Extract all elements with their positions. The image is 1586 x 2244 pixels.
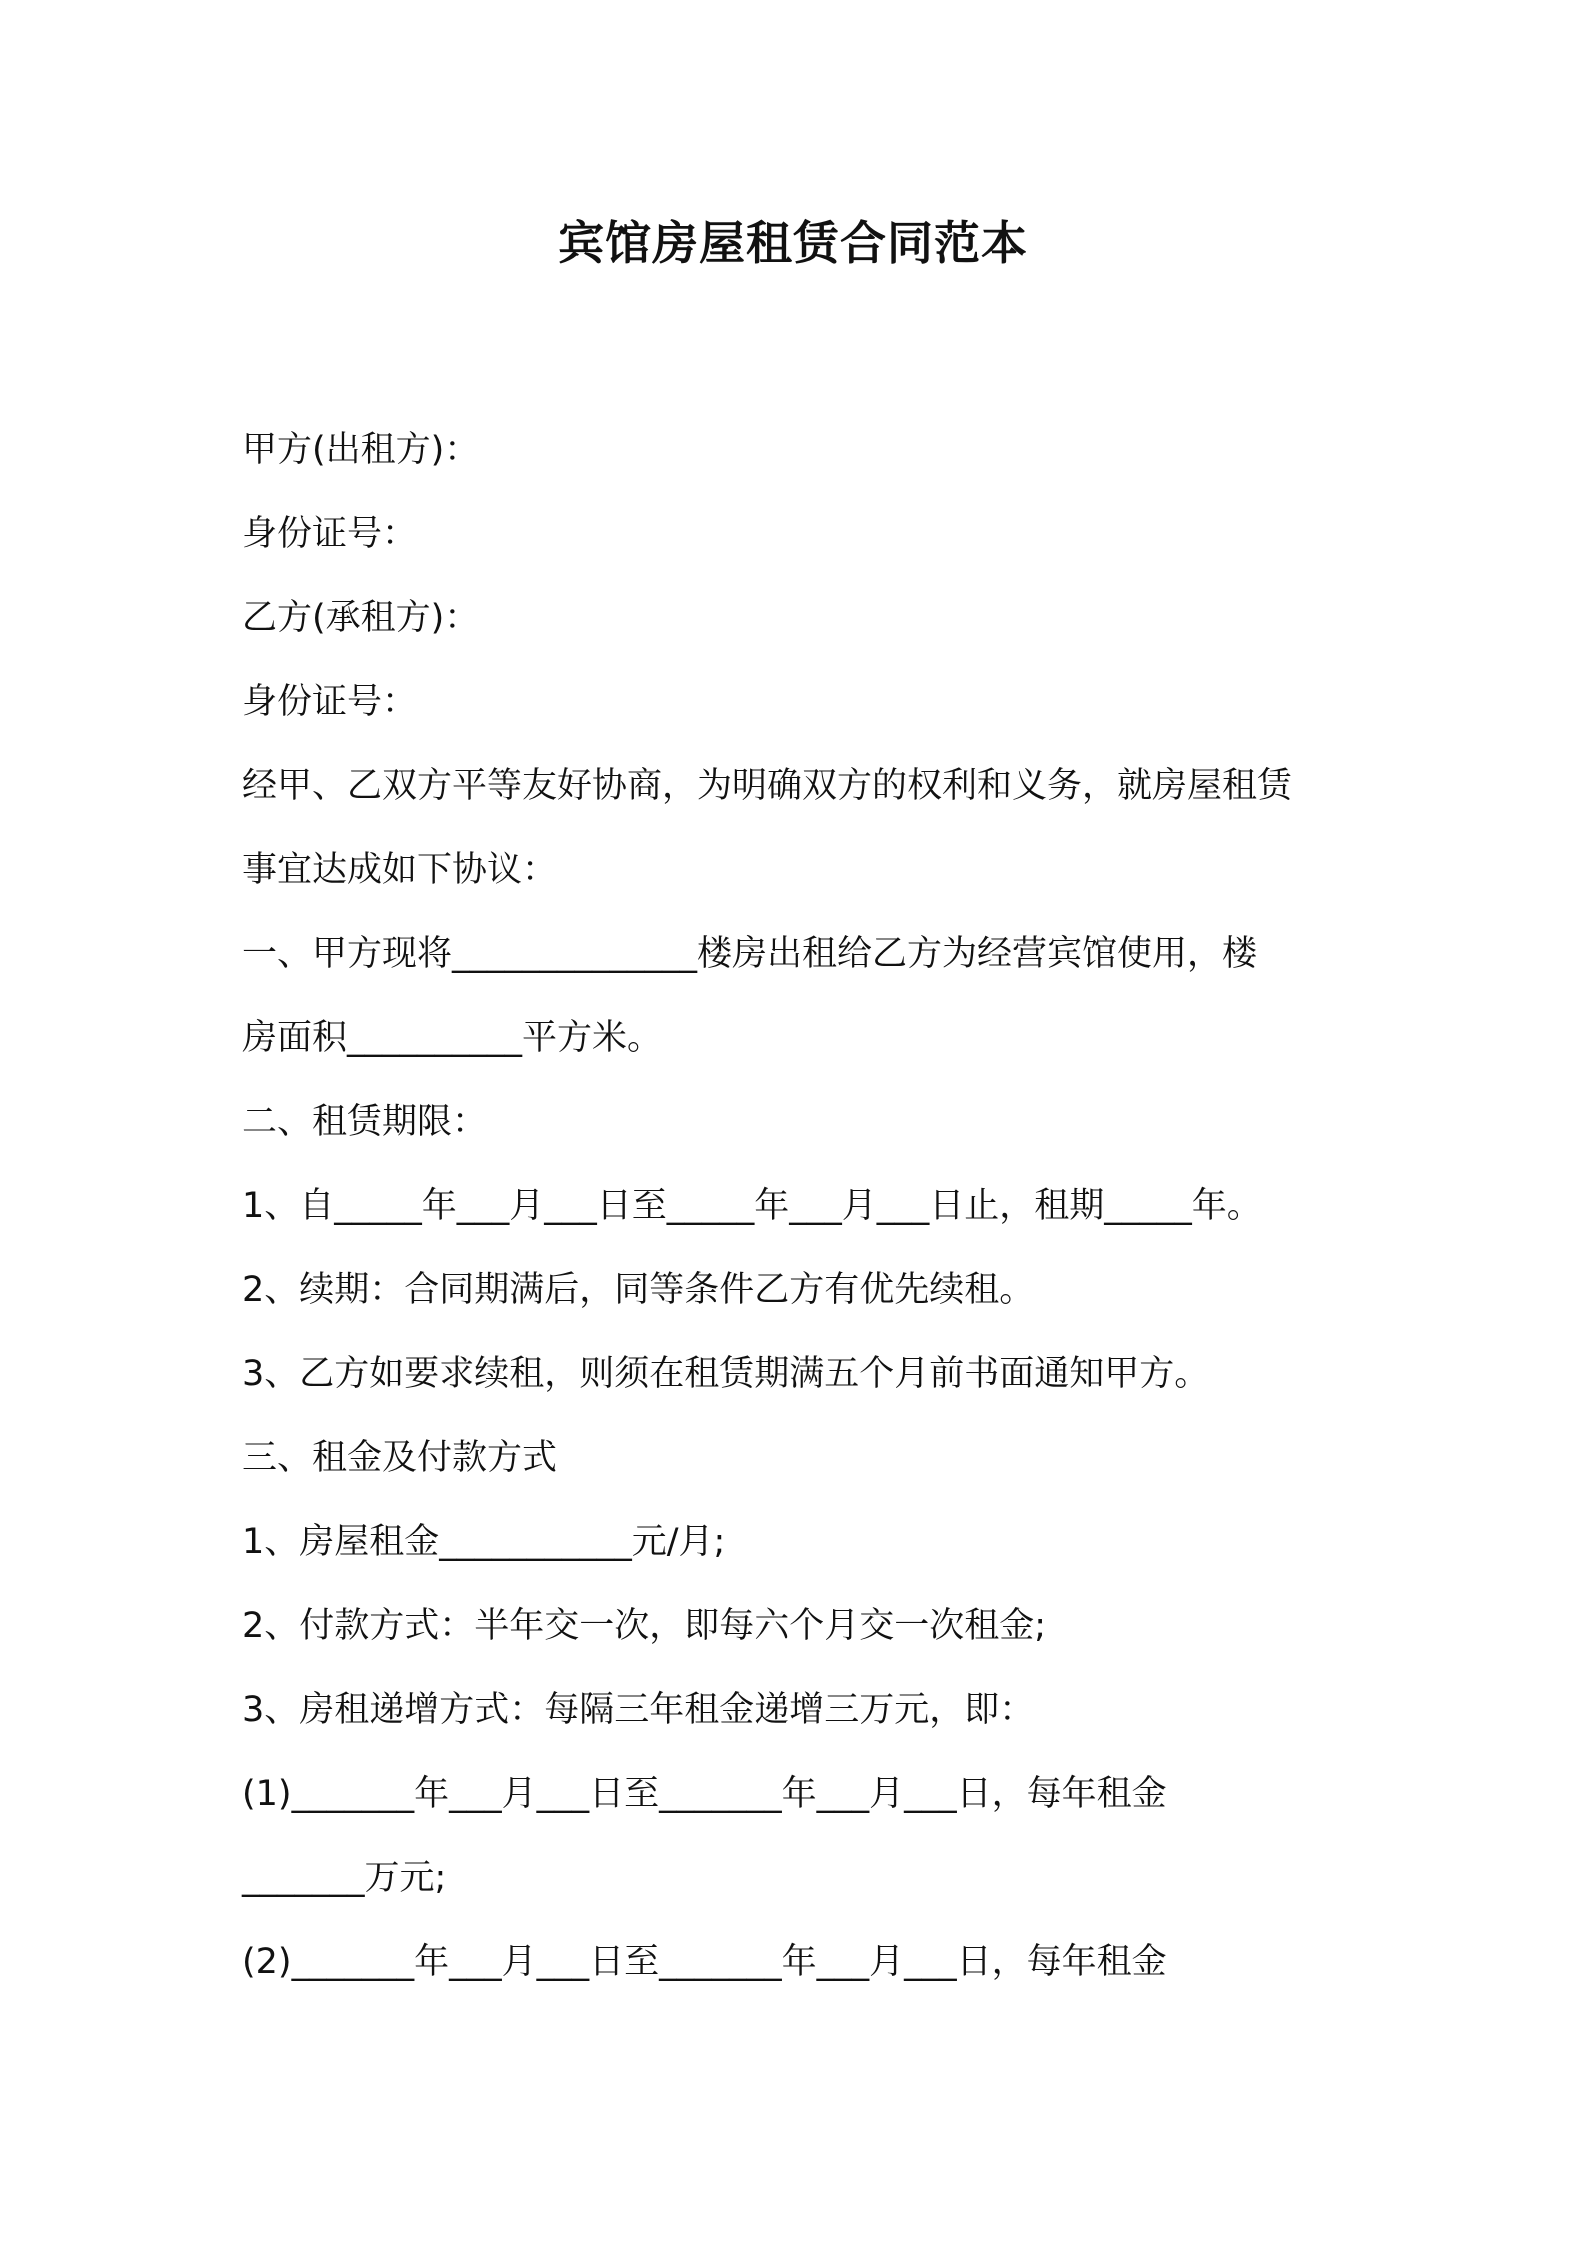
document-title: 宾馆房屋租赁合同范本: [558, 216, 1028, 270]
section-3-heading: 三、租金及付款方式: [242, 1438, 558, 1478]
rent-period-1-amount-line: _______万元;: [242, 1858, 447, 1898]
renewal-line: 2、续期：合同期满后，同等条件乙方有优先续租。: [242, 1270, 1035, 1310]
lease-term-line: 1、自_____年___月___日至_____年___月___日止，租期_____年。: [242, 1186, 1262, 1226]
rent-increase-line: 3、房租递增方式：每隔三年租金递增三万元，即：: [242, 1690, 1035, 1730]
party-a-line: 甲方(出租方)：: [242, 430, 480, 470]
party-a-id-line: 身份证号：: [242, 514, 418, 554]
section-2-heading: 二、租赁期限：: [242, 1102, 488, 1142]
clause-1-line-2: 房面积__________平方米。: [242, 1018, 663, 1058]
renewal-notice-line: 3、乙方如要求续租，则须在租赁期满五个月前书面通知甲方。: [242, 1354, 1210, 1394]
preamble-line-2: 事宜达成如下协议：: [242, 850, 558, 890]
document-body: [242, 408, 1362, 2004]
clause-1-line-1: 一、甲方现将______________楼房出租给乙方为经营宾馆使用，楼: [242, 934, 1258, 974]
party-b-line: 乙方(承租方)：: [242, 598, 480, 638]
rent-period-2-line: (2)_______年___月___日至_______年___月___日，每年租金: [242, 1942, 1167, 1982]
rent-amount-line: 1、房屋租金___________元/月;: [242, 1522, 726, 1562]
rent-period-1-line: (1)_______年___月___日至_______年___月___日，每年租金: [242, 1774, 1167, 1814]
party-b-id-line: 身份证号：: [242, 682, 418, 722]
preamble-line-1: 经甲、乙双方平等友好协商，为明确双方的权利和义务，就房屋租赁: [242, 766, 1293, 806]
payment-method-line: 2、付款方式：半年交一次，即每六个月交一次租金;: [242, 1606, 1047, 1646]
